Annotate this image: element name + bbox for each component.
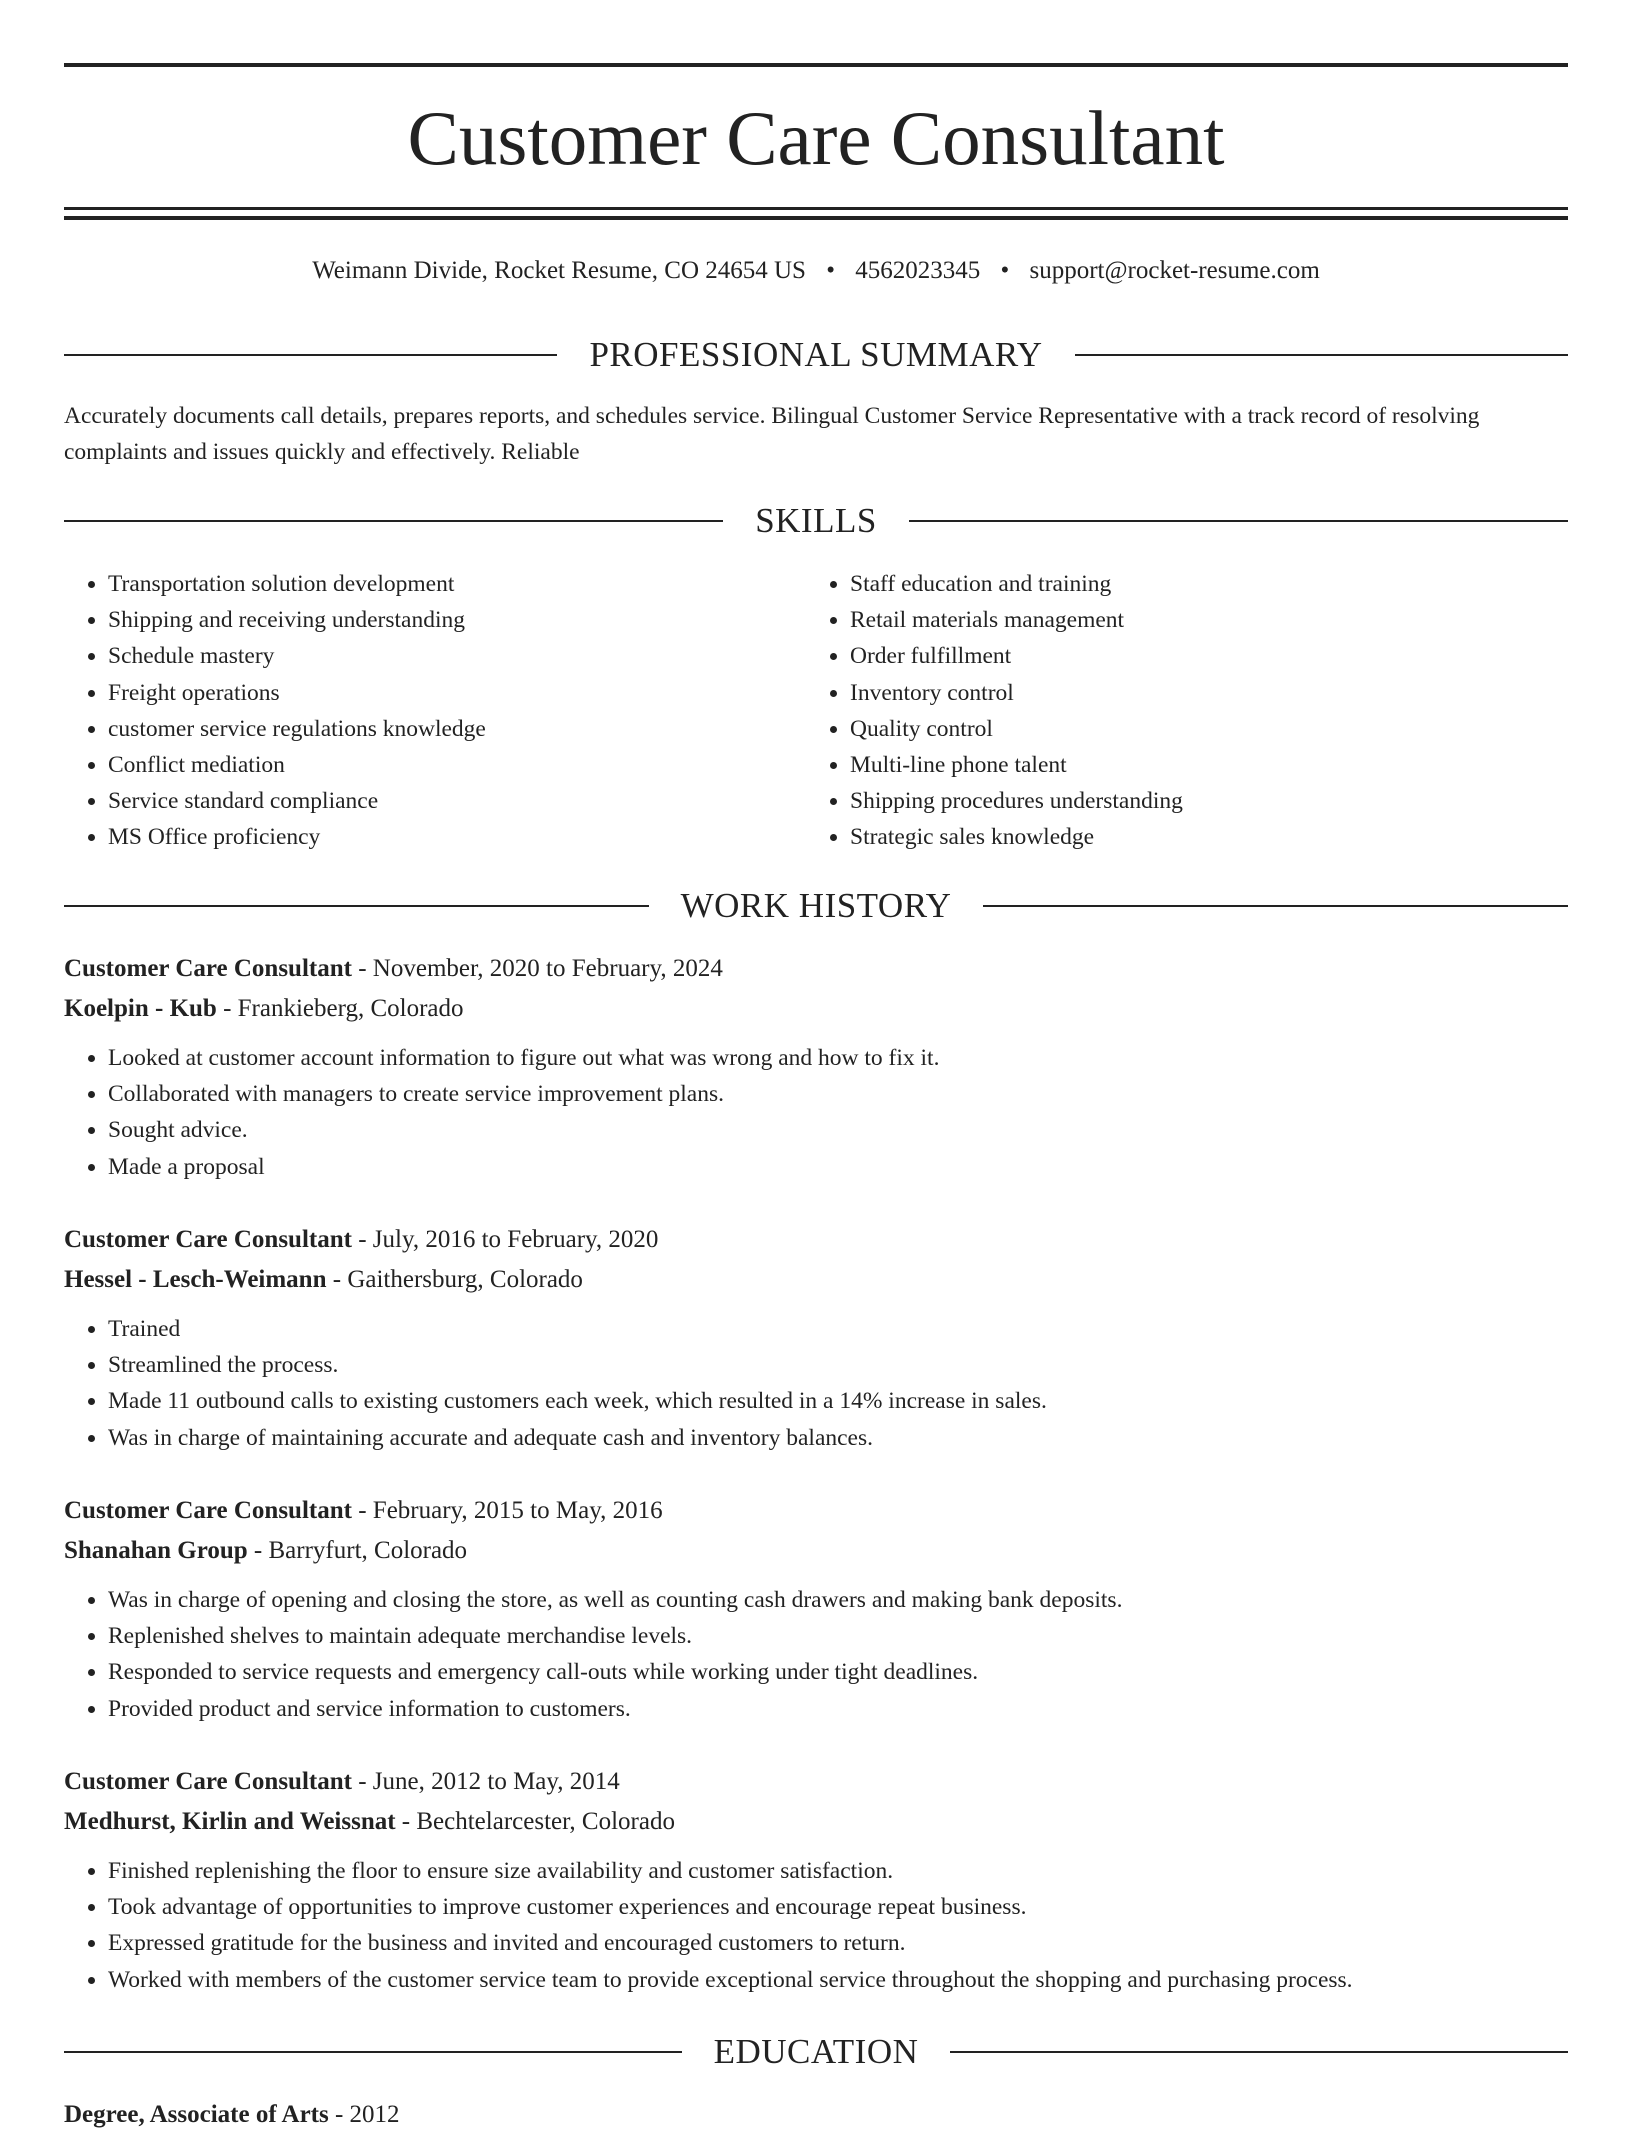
job-bullet: • Provided product and service information to customers. bbox=[108, 1691, 1568, 1727]
job-title: Customer Care Consultant bbox=[64, 955, 352, 982]
job-dates: - February, 2015 to May, 2016 bbox=[351, 1497, 663, 1524]
job-bullet: • Worked with members of the customer service team to provide exceptional service throughout the shopping and purchasing process. bbox=[108, 1962, 1568, 1998]
skills-list-left bbox=[64, 566, 806, 856]
skill-item: • Strategic sales knowledge bbox=[850, 819, 1548, 855]
job-title-line bbox=[64, 1492, 1568, 1530]
heading-rule bbox=[64, 354, 557, 356]
job-title: Customer Care Consultant bbox=[64, 1768, 352, 1795]
summary-heading: PROFESSIONAL SUMMARY bbox=[589, 335, 1043, 374]
job-title-line bbox=[64, 950, 1568, 988]
job-location: - Barryfurt, Colorado bbox=[247, 1537, 468, 1564]
job-company-line bbox=[64, 1261, 1568, 1299]
skill-item: • Retail materials management bbox=[850, 602, 1548, 638]
job-title: Customer Care Consultant bbox=[64, 1226, 352, 1253]
summary-text: Accurately documents call details, prepares reports, and schedules service. Bilingual Customer Service Representative with a track record of resolving complaints and issues quickly and effectively. Reliable bbox=[64, 403, 1480, 465]
job-company: Hessel - Lesch-Weimann bbox=[64, 1266, 327, 1293]
heading-rule bbox=[983, 905, 1568, 907]
skills-list-right bbox=[806, 566, 1548, 856]
work-history-heading: WORK HISTORY bbox=[680, 886, 952, 925]
header-top-rule bbox=[64, 63, 1568, 67]
header-double-rule bbox=[64, 207, 1568, 220]
job-bullet: • Sought advice. bbox=[108, 1112, 1568, 1148]
job-entry bbox=[64, 1221, 1568, 1456]
contact-line bbox=[64, 252, 1568, 290]
skills-section-heading bbox=[64, 499, 1568, 543]
skill-item: • Staff education and training bbox=[850, 566, 1548, 602]
skill-item: • Order fulfillment bbox=[850, 638, 1548, 674]
job-bullet-list bbox=[64, 1311, 1568, 1456]
work-history-section-heading bbox=[64, 884, 1568, 928]
job-company-line bbox=[64, 1532, 1568, 1570]
job-bullet: • Responded to service requests and emergency call-outs while working under tight deadlines. bbox=[108, 1654, 1568, 1690]
job-bullet: • Trained bbox=[108, 1311, 1568, 1347]
education-heading: EDUCATION bbox=[713, 2032, 919, 2071]
job-entry bbox=[64, 950, 1568, 1185]
skill-item: • Conflict mediation bbox=[108, 747, 806, 783]
job-entry bbox=[64, 1492, 1568, 1727]
job-title-line bbox=[64, 1763, 1568, 1801]
job-bullet: • Finished replenishing the floor to ensure size availability and customer satisfaction. bbox=[108, 1853, 1568, 1889]
contact-address: Weimann Divide, Rocket Resume, CO 24654 US bbox=[312, 257, 806, 284]
job-bullet: • Was in charge of maintaining accurate and adequate cash and inventory balances. bbox=[108, 1420, 1568, 1456]
resume-name-title: Customer Care Consultant bbox=[407, 95, 1225, 181]
skill-item: • Service standard compliance bbox=[108, 783, 806, 819]
skill-item: • customer service regulations knowledge bbox=[108, 711, 806, 747]
job-company-line bbox=[64, 990, 1568, 1028]
job-bullet: • Made a proposal bbox=[108, 1149, 1568, 1185]
job-location: - Bechtelarcester, Colorado bbox=[395, 1808, 675, 1835]
education-degree: Degree, Associate of Arts bbox=[64, 2101, 329, 2128]
skill-item: • Shipping procedures understanding bbox=[850, 783, 1548, 819]
heading-rule bbox=[64, 905, 649, 907]
skill-item: • Quality control bbox=[850, 711, 1548, 747]
job-bullet: • Collaborated with managers to create service improvement plans. bbox=[108, 1076, 1568, 1112]
job-dates: - November, 2020 to February, 2024 bbox=[351, 955, 723, 982]
education-section-heading bbox=[64, 2030, 1568, 2074]
job-bullet: • Was in charge of opening and closing the store, as well as counting cash drawers and making bank deposits. bbox=[108, 1582, 1568, 1618]
contact-separator: • bbox=[826, 257, 835, 284]
job-location: - Gaithersburg, Colorado bbox=[326, 1266, 583, 1293]
contact-separator: • bbox=[1000, 257, 1010, 284]
heading-rule bbox=[950, 2051, 1568, 2053]
job-bullet-list bbox=[64, 1853, 1568, 1998]
job-bullet: • Streamlined the process. bbox=[108, 1347, 1568, 1383]
job-bullet: • Took advantage of opportunities to improve customer experiences and encourage repeat business. bbox=[108, 1889, 1568, 1925]
education-entry bbox=[64, 2096, 1568, 2134]
heading-rule bbox=[64, 2051, 682, 2053]
job-bullet: • Looked at customer account information to figure out what was wrong and how to fix it. bbox=[108, 1040, 1568, 1076]
job-company: Shanahan Group bbox=[64, 1537, 248, 1564]
heading-rule bbox=[909, 520, 1568, 522]
job-bullet-list bbox=[64, 1040, 1568, 1185]
heading-rule bbox=[64, 520, 723, 522]
heading-rule bbox=[1075, 354, 1568, 356]
job-title-line bbox=[64, 1221, 1568, 1259]
job-bullet: • Replenished shelves to maintain adequate merchandise levels. bbox=[108, 1618, 1568, 1654]
skills-heading: SKILLS bbox=[755, 501, 877, 540]
job-dates: - July, 2016 to February, 2020 bbox=[351, 1226, 659, 1253]
job-bullet-list bbox=[64, 1582, 1568, 1727]
job-title: Customer Care Consultant bbox=[64, 1497, 352, 1524]
skill-item: • MS Office proficiency bbox=[108, 819, 806, 855]
job-location: - Frankieberg, Colorado bbox=[216, 995, 464, 1022]
education-year: - 2012 bbox=[328, 2101, 400, 2128]
skill-item: • Schedule mastery bbox=[108, 638, 806, 674]
job-entry bbox=[64, 1763, 1568, 1998]
contact-email: support@rocket-resume.com bbox=[1029, 257, 1320, 284]
job-bullet: • Made 11 outbound calls to existing customers each week, which resulted in a 14% increase in sales. bbox=[108, 1383, 1568, 1419]
skill-item: • Shipping and receiving understanding bbox=[108, 602, 806, 638]
job-bullet: • Expressed gratitude for the business and invited and encouraged customers to return. bbox=[108, 1925, 1568, 1961]
job-company: Koelpin - Kub bbox=[64, 995, 217, 1022]
skill-item: • Multi-line phone talent bbox=[850, 747, 1548, 783]
skills-columns bbox=[64, 566, 1568, 856]
job-company: Medhurst, Kirlin and Weissnat bbox=[64, 1808, 396, 1835]
summary-section-heading bbox=[64, 333, 1568, 377]
skill-item: • Inventory control bbox=[850, 675, 1548, 711]
job-dates: - June, 2012 to May, 2014 bbox=[351, 1768, 620, 1795]
job-company-line bbox=[64, 1803, 1568, 1841]
skill-item: • Transportation solution development bbox=[108, 566, 806, 602]
skill-item: • Freight operations bbox=[108, 675, 806, 711]
contact-phone: 4562023345 bbox=[855, 257, 981, 284]
